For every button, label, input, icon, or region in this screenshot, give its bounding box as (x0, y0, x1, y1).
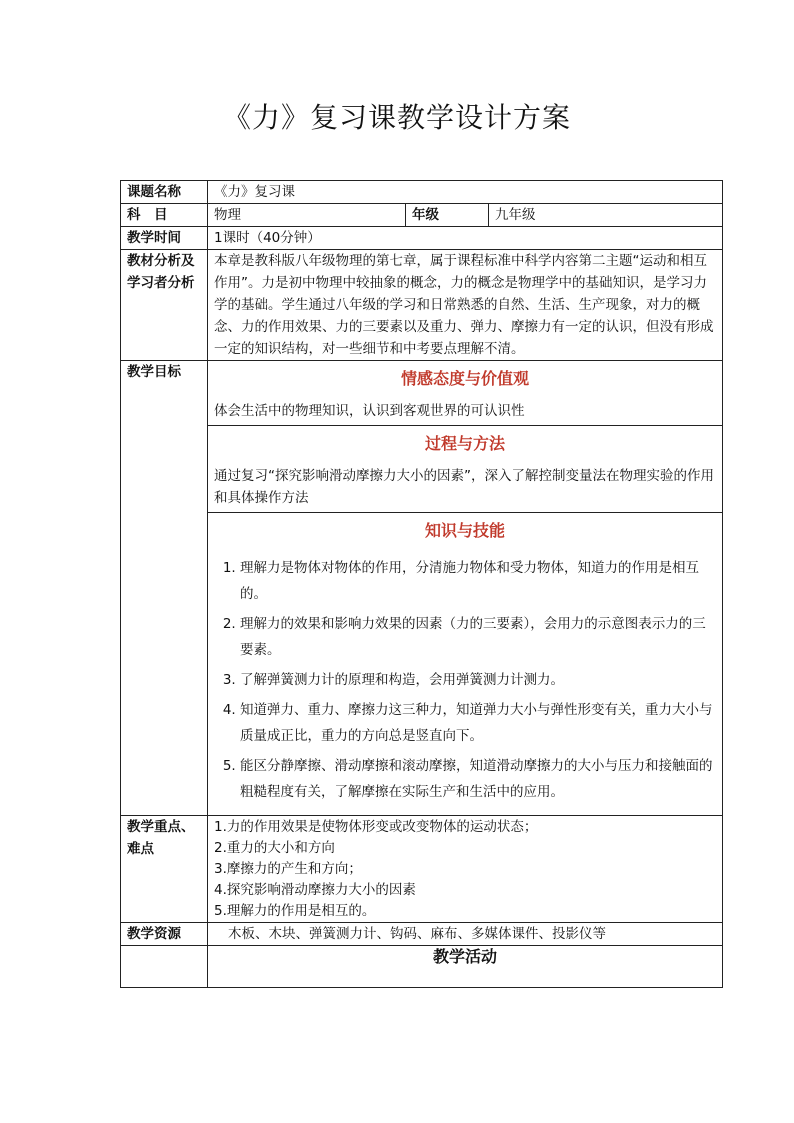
list-item: 1. 理解力是物体对物体的作用，分清施力物体和受力物体，知道力的作用是相互的。 (240, 555, 716, 607)
list-item: 4.探究影响滑动摩擦力大小的因素 (214, 882, 416, 898)
goal-emotion-text: 体会生活中的物理知识，认识到客观世界的可认识性 (214, 403, 525, 419)
analysis-label: 教材分析及学习者分析 (121, 250, 208, 361)
goal-process-text: 通过复习“探究影响滑动摩擦力大小的因素”，深入了解控制变量法在物理实验的作用和具体操作方法 (214, 468, 714, 506)
keypoints-row (121, 816, 723, 923)
goal-process-heading: 过程与方法 (425, 434, 506, 453)
activity-row (121, 946, 723, 988)
lesson-plan-table (120, 180, 723, 988)
topic-row (121, 181, 723, 204)
subject-value: 物理 (208, 204, 406, 227)
activity-empty-cell (121, 946, 208, 988)
list-item: 4. 知道弹力、重力、摩擦力这三种力，知道弹力大小与弹性形变有关，重力大小与质量成正比，重力的方向总是竖直向下。 (240, 697, 716, 749)
resources-row (121, 923, 723, 946)
analysis-row (121, 250, 723, 361)
keypoints-label: 教学重点、难点 (121, 816, 208, 923)
analysis-text: 本章是教科版八年级物理的第七章，属于课程标准中科学内容第二主题“运动和相互作用”。力是初中物理中较抽象的概念，力的概念是物理学中的基础知识，是学习力学的基础。学生通过八年级的学习和日常熟悉的自然、生活、生产现象，对力的概念、力的作用效果、力的三要素以及重力、弹力、摩擦力有一定的认识，但没有形成一定的知识结构，对一些细节和中考要点理解不清。 (208, 250, 723, 361)
list-item: 1.力的作用效果是使物体形变或改变物体的运动状态； (214, 819, 538, 835)
resources-value: 木板、木块、弹簧测力计、钩码、麻布、多媒体课件、投影仪等 (208, 923, 723, 946)
goal-skill-heading: 知识与技能 (425, 521, 506, 540)
resources-label: 教学资源 (121, 923, 208, 946)
time-row (121, 227, 723, 250)
goals-row (121, 361, 723, 816)
topic-value: 《力》复习课 (208, 181, 723, 204)
subject-label: 科 目 (121, 204, 208, 227)
subject-row (121, 204, 723, 227)
goal-skill-list (214, 555, 716, 805)
list-item: 2. 理解力的效果和影响力效果的因素（力的三要素），会用力的示意图表示力的三要素。 (240, 611, 716, 663)
list-item: 2.重力的大小和方向 (214, 840, 335, 856)
topic-label: 课题名称 (121, 181, 208, 204)
list-item: 3. 了解弹簧测力计的原理和构造，会用弹簧测力计测力。 (240, 667, 716, 693)
grade-label: 年级 (406, 204, 489, 227)
document-title: 《力》复习课教学设计方案 (222, 101, 571, 134)
grade-value: 九年级 (489, 204, 723, 227)
list-item: 3.摩擦力的产生和方向； (214, 861, 362, 877)
time-value: 1课时（40分钟） (208, 227, 723, 250)
activity-heading: 教学活动 (208, 946, 723, 988)
list-item: 5. 能区分静摩擦、滑动摩擦和滚动摩擦，知道滑动摩擦力的大小与压力和接触面的粗糙程度有关，了解摩擦在实际生产和生活中的应用。 (240, 753, 716, 805)
goals-label: 教学目标 (121, 361, 208, 816)
list-item: 5.理解力的作用是相互的。 (214, 903, 376, 919)
time-label: 教学时间 (121, 227, 208, 250)
goal-emotion-heading: 情感态度与价值观 (401, 369, 530, 388)
